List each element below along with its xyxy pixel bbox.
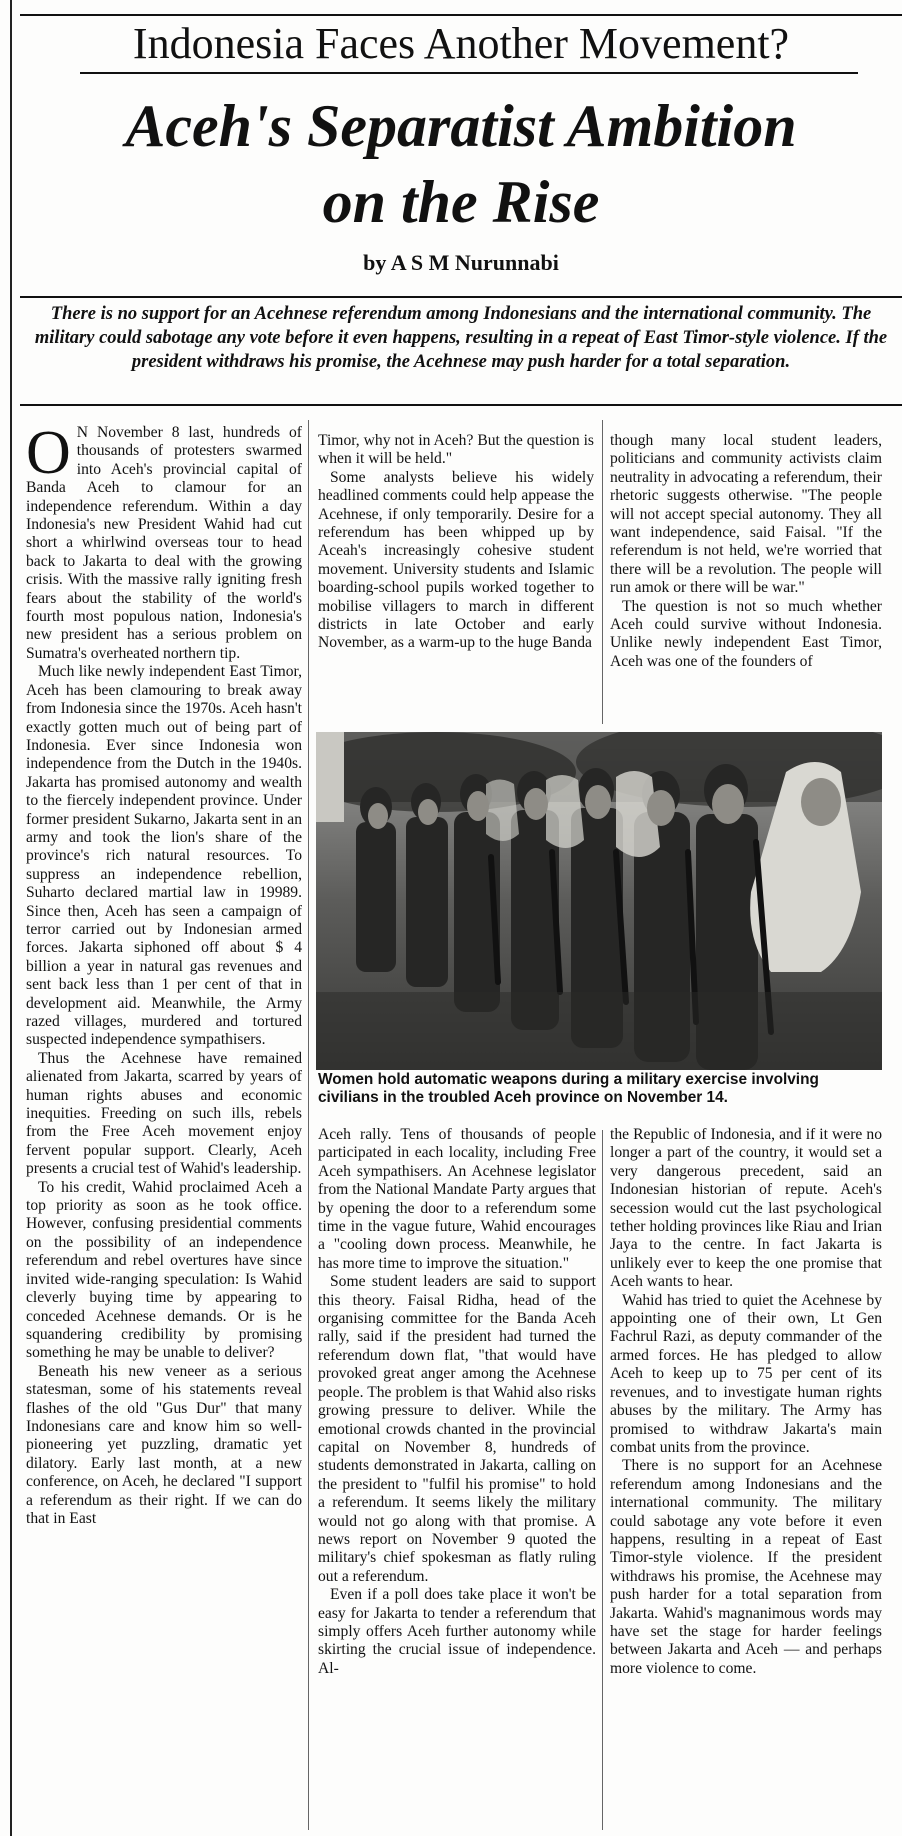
deck-bottom-rule [20,404,902,406]
column-rule [308,420,309,1830]
article-paragraph: Wahid has tried to quiet the Acehnese by appointing one of their own, Lt Gen Fachrul Razi, as deputy commander of the armed forces. He has pledged to allow Aceh to keep up to 75 per cent of its revenues, and to investigate human rights abuses by the military. The Army has promised to withdraw Jakarta's main combat units from the province. [610,1291,882,1456]
paragraph-text: N November 8 last, hundreds of thousands of protesters swarmed into Aceh's provincial capital of Banda Aceh to clamour for an independence referendum. Within a day Indonesia's new President Wahid had cut short a whirlwind overseas tour to head back to Jakarta to deal with the growing crisis. With the massive rally igniting fresh fears about the stability of the world's fourth most populous nation, Indonesia's new president has a serious problem on Sumatra's overheated northern tip. [26,424,302,662]
article-paragraph: Some analysts believe his widely headlined comments could help appease the Acehnese, if only temporarily. Desire for a referendum has been whipped up by Aceah's increasingly cohesive student movement. University students and Islamic boarding-school pupils worked together to mobilise villagers to march in different districts in late October and early November, as a warm-up to the huge Banda [318,468,594,652]
deck-top-rule [20,296,902,298]
article-column-2-bottom [318,1126,596,1834]
headline-line-1: Aceh's Separatist Ambition [125,93,797,159]
headline [20,88,902,240]
news-photo [316,732,882,1070]
article-paragraph: Aceh rally. Tens of thousands of people participated in each locality, including Free Aceh sympathisers. An Acehnese legislator from the National Mandate Party argues that by opening the door to a referendum some time in the vague future, Wahid encourages a "cooling down process. Meanwhile, he has more time to improve the situation." [318,1126,596,1272]
article-paragraph: There is no support for an Acehnese referendum among Indonesians and the international community. The military could sabotage any vote before it even happens, resulting in a repeat of East Timor-style violence. If the president withdraws his promise, the Acehnese may push harder for a total separation from Jakarta. Wahid's magnanimous words may have set the stage for harder feelings between Jakarta and Aceh — and perhaps more violence to come. [610,1457,882,1677]
left-margin-rule [10,0,12,1836]
article-paragraph: Some student leaders are said to support this theory. Faisal Ridha, head of the organising committee for the Banda Aceh rally, said if the president had turned the referendum down flat, "that would have provoked great anger among the Acehnese people. The problem is that Wahid also risks growing pressure to deliver. While the emotional crowds chanted in the provincial capital on November 8, hundreds of students demonstrated in Jakarta, calling on the president to "fulfil his promise" to hold a referendum. It seems likely the military would not go along with that promise. A news report on November 9 quoted the military's chief spokesman as flatly ruling out a referendum. [318,1273,596,1585]
article-column-3-top [610,432,882,722]
kicker-rule [80,72,858,74]
article-paragraph: Even if a poll does take place it won't be easy for Jakarta to tender a referendum that simply offers Aceh further autonomy while skirting the crucial issue of independence. Al- [318,1586,596,1677]
article-paragraph: Timor, why not in Aceh? But the question is when it will be held." [318,432,594,468]
article-paragraph: To his credit, Wahid proclaimed Aceh a top priority as soon as he took office. However, confusing presidential comments on the possibility of an independence referendum and rebel overtures have since invited wide-ranging speculation: Is Wahid cleverly buying time by appearing to conceded Acehnese demands. Or is he squandering credibility by promising something he may be unable to deliver? [26,1178,302,1362]
article-paragraph: the Republic of Indonesia, and if it were no longer a part of the country, it would set a very dangerous precedent, said an Indonesian historian of repute. Aceh's secession would cut the last psychological tether holding provinces like Riau and Irian Jaya to the centre. In fact Jakarta is unlikely ever to keep the one promise that Aceh wants to hear. [610,1126,882,1291]
headline-line-2: on the Rise [322,169,600,235]
article-column-2-top [318,432,594,722]
article-paragraph: Thus the Acehnese have remained alienated from Jakarta, scarred by years of human rights abuses and economic inequities. Freeding on such ills, rebels from the Free Aceh movement enjoy fervent popular support. Clearly, Aceh presents a crucial test of Wahid's leadership. [26,1049,302,1178]
article-column-1 [26,424,302,1834]
article-paragraph: Beneath his new veneer as a serious statesman, some of his statements reveal flashes of the old "Gus Dur" that many Indonesians care and know him so well-pioneering yet puzzling, dramatic yet dilatory. Early last month, at a new conference, on Aceh, he declared "I support a referendum as their right. If we can do that in East [26,1362,302,1527]
drop-cap: O [26,424,71,487]
byline: by A S M Nurunnabi [363,250,559,275]
article-paragraph: The question is not so much whether Aceh could survive without Indonesia. Unlike newly independent East Timor, Aceh was one of the founders of [610,597,882,670]
photo-women-with-weapons [316,732,882,1070]
article-paragraph: though many local student leaders, politicians and community activists claim neutrality in advocating a referendum, their rhetoric suggests otherwise. "The people will not accept special autonomy. They all want independence, said Faisal. "If the referendum is not held, we're worried that there will be a revolution. The people will run amok or there will be war." [610,432,882,597]
column-rule [602,1130,603,1830]
photo-caption: Women hold automatic weapons during a military exercise involving civilians in the troubled Aceh province on November 14. [318,1071,819,1106]
column-rule [602,420,603,724]
article-paragraph: Much like newly independent East Timor, Aceh has been clamouring to break away from Indonesia since the 1970s. Aceh hasn't exactly gotten much out of being part of Indonesia. Ever since Indonesia won independence from the Dutch in the 1940s. Jakarta has promised autonomy and wealth to the fiercely independent province. Under former president Sukarno, Jakarta sent in an army and took the lion's share of the province's rich natural resources. To suppress an independence rebellion, Suharto declared martial law in 19989. Since then, Aceh has seen a campaign of terror carried out by Indonesian armed forces. Jakarta siphoned off about $ 4 billion a year in natural gas revenues and sent back less than 1 per cent of that in development aid. Meanwhile, the Army razed villages, murdered and tortured suspected independence sympathisers. [26,663,302,1049]
top-rule [20,14,902,16]
deck: There is no support for an Acehnese referendum among Indonesians and the international community. The military could sabotage any vote before it even happens, resulting in a repeat of East Timor-style violence. If the president withdraws his promise, the Acehnese may push harder for a total separation. [34,304,888,372]
article-paragraph [26,424,302,663]
article-column-3-bottom [610,1126,882,1834]
kicker: Indonesia Faces Another Movement? [132,19,790,68]
